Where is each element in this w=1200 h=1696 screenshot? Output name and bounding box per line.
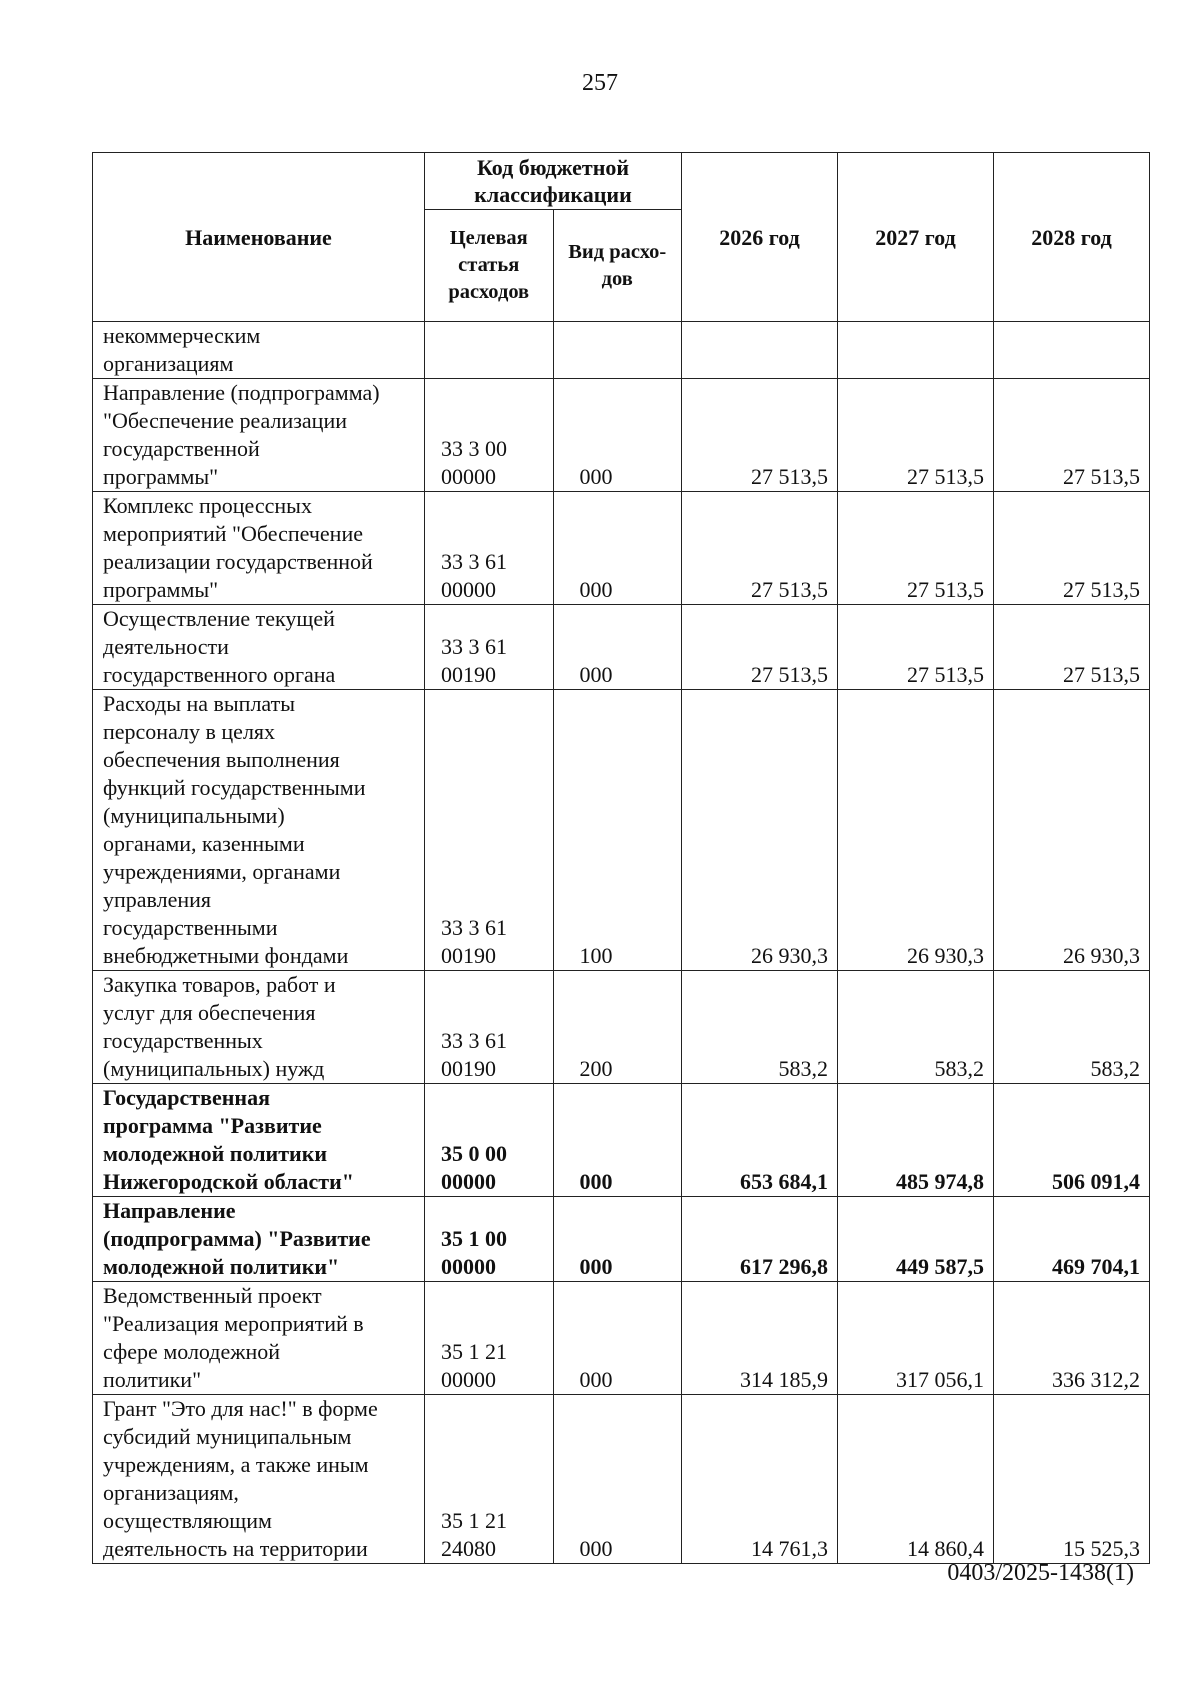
row-value-2027-text: 583,2 [934,1056,984,1081]
row-name [93,492,425,605]
document-code: 0403/2025-1438(1) [947,1560,1134,1586]
row-value-2026-text: 27 513,5 [751,577,828,602]
row-name-text: Расходы на выплаты персоналу в целях обеспечения выполнения функций государственными (муниципальными) органами, казенными учреждениями, органами управления государственными внебюджетными фондами [103,691,366,968]
row-target-article-text: 35 1 00 00000 [441,1226,507,1279]
row-value-2026 [682,605,838,690]
table-row [93,492,1150,605]
header-year-2028: 2028 год [994,153,1150,322]
row-expense-type [553,379,682,492]
row-value-2026-text: 14 761,3 [751,1536,828,1561]
row-value-2027-text: 449 587,5 [896,1254,984,1279]
row-value-2028 [994,1197,1150,1282]
row-name [93,322,425,379]
row-value-2026 [682,1197,838,1282]
row-value-2026-text: 653 684,1 [740,1169,828,1194]
row-value-2027-text: 27 513,5 [907,577,984,602]
row-expense-type-text: 000 [579,1169,613,1194]
row-value-2027 [838,322,994,379]
row-value-2026-text: 617 296,8 [740,1254,828,1279]
row-name-text: Ведомственный проект "Реализация мероприятий в сфере молодежной политики" [103,1283,364,1392]
row-value-2027-text: 27 513,5 [907,464,984,489]
row-target-article [425,1395,554,1564]
row-value-2027 [838,492,994,605]
row-value-2028 [994,690,1150,971]
row-target-article-text: 33 3 00 00000 [441,436,507,489]
table-row [93,971,1150,1084]
row-target-article [425,971,554,1084]
row-value-2028 [994,322,1150,379]
table-row [93,1197,1150,1282]
row-name [93,379,425,492]
row-value-2028-text: 583,2 [1090,1056,1140,1081]
table-row [93,322,1150,379]
row-value-2026 [682,1395,838,1564]
row-value-2026 [682,690,838,971]
row-target-article [425,1197,554,1282]
row-value-2028 [994,492,1150,605]
row-expense-type [553,1395,682,1564]
row-value-2028-text: 27 513,5 [1063,662,1140,687]
row-expense-type [553,1197,682,1282]
row-target-article-text: 35 1 21 00000 [441,1339,507,1392]
row-value-2028 [994,971,1150,1084]
row-name-text: Закупка товаров, работ и услуг для обеспечения государственных (муниципальных) нужд [103,972,336,1081]
row-name [93,971,425,1084]
row-name-text: некоммерческим организациям [103,323,261,376]
row-value-2027 [838,605,994,690]
row-value-2028-text: 336 312,2 [1052,1367,1140,1392]
row-value-2028 [994,1395,1150,1564]
row-value-2027 [838,1282,994,1395]
header-year-2026: 2026 год [682,153,838,322]
row-value-2026 [682,1084,838,1197]
table-row [93,379,1150,492]
row-value-2027-text: 27 513,5 [907,662,984,687]
row-value-2028-text: 26 930,3 [1063,943,1140,968]
row-name-text: Направление (подпрограмма) "Обеспечение реализации государственной программы" [103,380,380,489]
row-target-article-text: 33 3 61 00000 [441,549,507,602]
row-value-2028-text: 27 513,5 [1063,464,1140,489]
row-expense-type [553,322,682,379]
row-value-2026 [682,492,838,605]
row-value-2026-text: 314 185,9 [740,1367,828,1392]
table-header [93,153,1150,322]
row-target-article [425,690,554,971]
header-year-2027: 2027 год [838,153,994,322]
table-row [93,1282,1150,1395]
row-name [93,1395,425,1564]
table-row [93,690,1150,971]
row-expense-type-text: 200 [579,1056,613,1081]
row-value-2026 [682,971,838,1084]
row-value-2027-text: 14 860,4 [907,1536,984,1561]
row-expense-type-text: 000 [579,1536,613,1561]
page-number: 257 [582,70,618,96]
row-name-text: Осуществление текущей деятельности государственного органа [103,606,336,687]
row-expense-type-text: 000 [579,464,613,489]
header-code-group: Код бюджетной классификации [425,153,682,210]
row-value-2027 [838,379,994,492]
row-value-2027 [838,1197,994,1282]
row-value-2026 [682,1282,838,1395]
row-name [93,690,425,971]
row-target-article [425,1084,554,1197]
row-target-article [425,322,554,379]
row-value-2028-text: 469 704,1 [1052,1254,1140,1279]
row-value-2027-text: 26 930,3 [907,943,984,968]
row-value-2028 [994,379,1150,492]
row-expense-type [553,492,682,605]
row-target-article [425,379,554,492]
row-value-2028-text: 506 091,4 [1052,1169,1140,1194]
row-value-2026 [682,379,838,492]
row-value-2028 [994,1084,1150,1197]
header-name: Наименование [93,153,425,322]
row-value-2026-text: 583,2 [778,1056,828,1081]
row-value-2027-text: 485 974,8 [896,1169,984,1194]
row-value-2028-text: 15 525,3 [1063,1536,1140,1561]
row-expense-type [553,1084,682,1197]
row-value-2027 [838,971,994,1084]
row-name-text: Комплекс процессных мероприятий "Обеспечение реализации государственной программы" [103,493,373,602]
row-value-2028 [994,1282,1150,1395]
row-expense-type-text: 000 [579,1254,613,1279]
row-name [93,605,425,690]
table-row [93,1395,1150,1564]
row-name [93,1282,425,1395]
row-target-article-text: 33 3 61 00190 [441,634,507,687]
row-target-article-text: 33 3 61 00190 [441,1028,507,1081]
row-name-text: Направление (подпрограмма) "Развитие молодежной политики" [103,1198,371,1279]
table-row [93,1084,1150,1197]
row-target-article-text: 35 1 21 24080 [441,1508,507,1561]
row-value-2028 [994,605,1150,690]
row-target-article [425,492,554,605]
row-value-2026-text: 27 513,5 [751,662,828,687]
row-name-text: Грант "Это для нас!" в форме субсидий муниципальным учреждениям, а также иным организациям, осуществляющим деятельность на территории [103,1396,378,1561]
row-name-text: Государственная программа "Развитие молодежной политики Нижегородской области" [103,1085,354,1194]
row-expense-type [553,1282,682,1395]
table-body [93,322,1150,1564]
row-value-2026-text: 26 930,3 [751,943,828,968]
row-target-article-text: 35 0 00 00000 [441,1141,507,1194]
row-expense-type [553,605,682,690]
row-target-article [425,605,554,690]
budget-table [92,152,1150,1564]
row-expense-type [553,690,682,971]
row-value-2026-text: 27 513,5 [751,464,828,489]
row-expense-type [553,971,682,1084]
row-name [93,1197,425,1282]
row-value-2027 [838,1084,994,1197]
header-target-article: Целевая статья расходов [425,210,554,322]
row-value-2027 [838,1395,994,1564]
row-expense-type-text: 000 [579,577,613,602]
row-expense-type-text: 100 [579,943,613,968]
row-target-article [425,1282,554,1395]
row-value-2027 [838,690,994,971]
row-value-2028-text: 27 513,5 [1063,577,1140,602]
row-expense-type-text: 000 [579,1367,613,1392]
row-target-article-text: 33 3 61 00190 [441,915,507,968]
header-expense-type: Вид расхо-дов [553,210,682,322]
row-value-2026 [682,322,838,379]
row-name [93,1084,425,1197]
table-row [93,605,1150,690]
row-value-2027-text: 317 056,1 [896,1367,984,1392]
row-expense-type-text: 000 [579,662,613,687]
